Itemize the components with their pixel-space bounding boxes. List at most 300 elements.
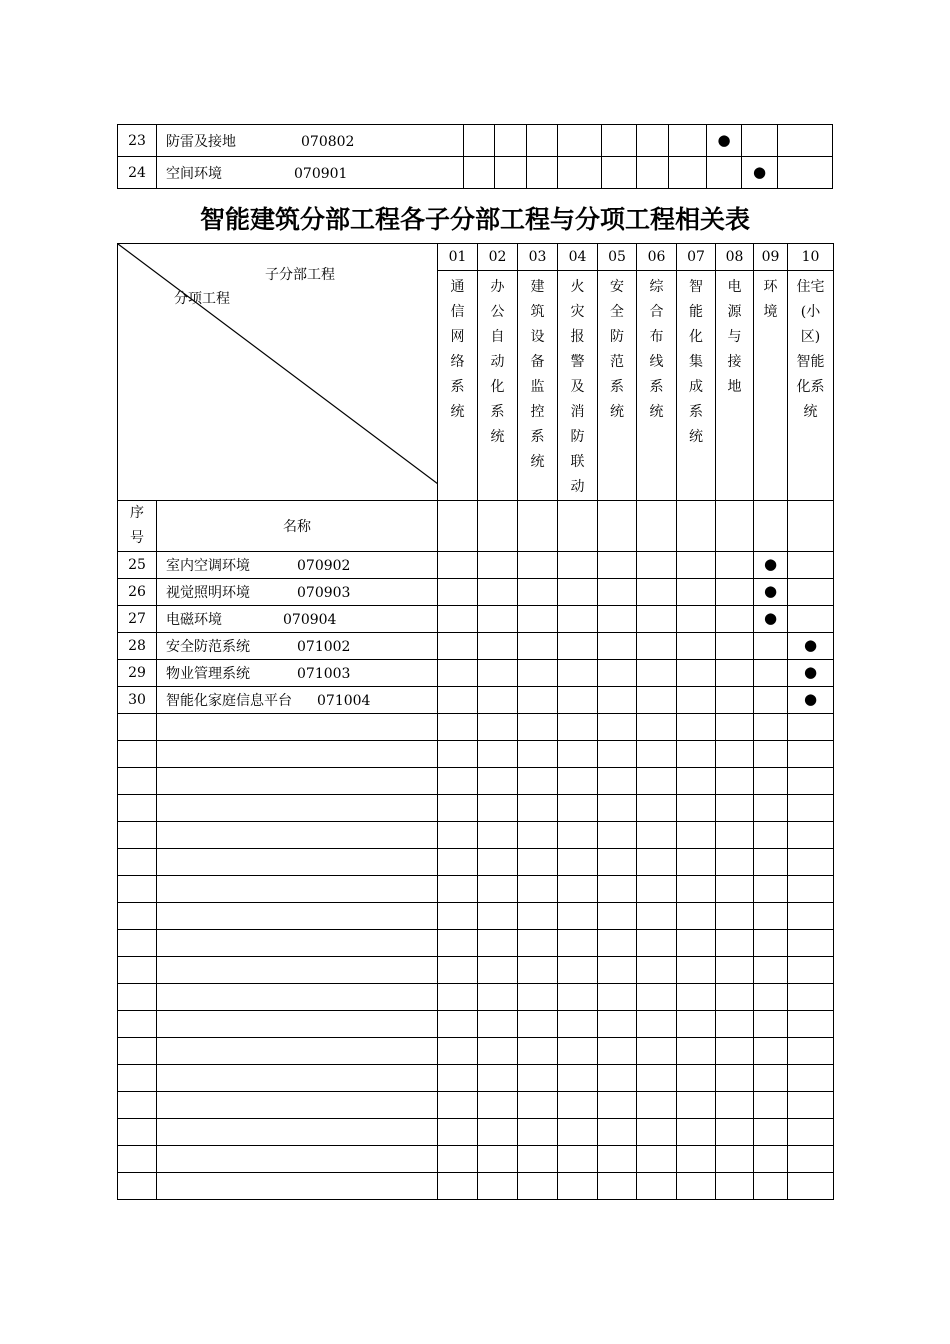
empty-cell bbox=[478, 741, 518, 768]
empty-cell bbox=[598, 876, 637, 903]
column-number: 03 bbox=[518, 244, 558, 271]
column-name-line: 及 bbox=[570, 379, 585, 395]
column-name-line: 办 bbox=[490, 279, 505, 295]
empty-cell bbox=[558, 714, 598, 741]
row-name-cell bbox=[157, 125, 464, 157]
column-number: 02 bbox=[478, 244, 518, 271]
mark-cell bbox=[788, 552, 834, 579]
empty-cell bbox=[716, 501, 754, 552]
empty-cell bbox=[754, 741, 788, 768]
mark-cell bbox=[495, 125, 527, 157]
empty-cell bbox=[754, 1146, 788, 1173]
row-number: 28 bbox=[118, 633, 157, 660]
empty-cell bbox=[754, 1092, 788, 1119]
column-name-line: 区) bbox=[800, 329, 821, 345]
empty-cell bbox=[118, 768, 157, 795]
empty-cell bbox=[518, 1065, 558, 1092]
column-name-line: 智 bbox=[689, 279, 703, 295]
empty-cell bbox=[677, 1011, 716, 1038]
empty-cell bbox=[438, 714, 478, 741]
empty-cell bbox=[518, 501, 558, 552]
empty-cell bbox=[677, 1173, 716, 1200]
empty-cell bbox=[598, 741, 637, 768]
mark-cell bbox=[478, 552, 518, 579]
filled-dot-icon: ● bbox=[803, 690, 818, 708]
empty-cell bbox=[438, 795, 478, 822]
empty-cell bbox=[598, 768, 637, 795]
sub-division-label: 子分部工程 bbox=[265, 267, 335, 283]
empty-row bbox=[118, 1092, 834, 1119]
empty-cell bbox=[558, 1011, 598, 1038]
empty-cell bbox=[478, 1119, 518, 1146]
empty-cell bbox=[716, 1092, 754, 1119]
mark-cell bbox=[518, 660, 558, 687]
empty-cell bbox=[754, 714, 788, 741]
empty-cell bbox=[478, 714, 518, 741]
mark-cell bbox=[598, 552, 637, 579]
mark-cell bbox=[598, 606, 637, 633]
mark-cell bbox=[637, 633, 677, 660]
column-name-line: (小 bbox=[800, 304, 821, 320]
empty-cell bbox=[438, 1119, 478, 1146]
empty-cell bbox=[118, 876, 157, 903]
empty-cell bbox=[558, 876, 598, 903]
empty-cell bbox=[788, 1011, 834, 1038]
empty-cell bbox=[518, 1092, 558, 1119]
empty-cell bbox=[518, 822, 558, 849]
column-number: 09 bbox=[754, 244, 788, 271]
empty-cell bbox=[788, 849, 834, 876]
column-name-line: 报 bbox=[570, 329, 585, 345]
mark-cell bbox=[707, 125, 742, 157]
empty-cell bbox=[478, 768, 518, 795]
row-name-cell bbox=[157, 579, 438, 606]
empty-cell bbox=[754, 930, 788, 957]
mark-cell bbox=[478, 606, 518, 633]
empty-cell bbox=[637, 1038, 677, 1065]
mark-cell bbox=[558, 606, 598, 633]
column-name-line: 统 bbox=[530, 454, 545, 470]
empty-cell bbox=[754, 768, 788, 795]
empty-cell bbox=[478, 1011, 518, 1038]
table-row bbox=[118, 157, 833, 189]
row-name-cell bbox=[157, 552, 438, 579]
column-name-line: 电 bbox=[727, 279, 742, 295]
empty-cell bbox=[716, 903, 754, 930]
empty-cell bbox=[478, 849, 518, 876]
sub-item-label: 分项工程 bbox=[174, 291, 230, 307]
mark-cell bbox=[558, 125, 602, 157]
empty-cell bbox=[157, 849, 438, 876]
item-name: 智能化家庭信息平台 bbox=[166, 693, 292, 709]
empty-cell bbox=[637, 903, 677, 930]
column-name-line: 集 bbox=[689, 354, 703, 370]
column-name-line: 接 bbox=[727, 354, 742, 370]
empty-cell bbox=[157, 1065, 438, 1092]
correlation-table bbox=[117, 243, 834, 1200]
column-name bbox=[438, 271, 478, 501]
empty-cell bbox=[157, 822, 438, 849]
mark-cell bbox=[518, 579, 558, 606]
column-name-line: 能 bbox=[689, 304, 703, 320]
mark-cell bbox=[438, 660, 478, 687]
empty-cell bbox=[677, 1065, 716, 1092]
mark-cell bbox=[754, 579, 788, 606]
mark-cell bbox=[754, 606, 788, 633]
mark-cell bbox=[637, 606, 677, 633]
empty-cell bbox=[478, 876, 518, 903]
empty-cell bbox=[518, 1146, 558, 1173]
empty-cell bbox=[716, 957, 754, 984]
mark-cell bbox=[669, 125, 707, 157]
row-number: 29 bbox=[118, 660, 157, 687]
mark-cell bbox=[677, 552, 716, 579]
empty-cell bbox=[558, 849, 598, 876]
empty-cell bbox=[788, 741, 834, 768]
empty-cell bbox=[677, 822, 716, 849]
column-number: 06 bbox=[637, 244, 677, 271]
mark-cell bbox=[677, 606, 716, 633]
empty-cell bbox=[677, 1092, 716, 1119]
column-name-line: 化 bbox=[689, 329, 703, 345]
row-number: 25 bbox=[118, 552, 157, 579]
empty-row bbox=[118, 1038, 834, 1065]
mark-cell bbox=[518, 552, 558, 579]
column-name-line: 防 bbox=[570, 429, 585, 445]
column-name-line: 统 bbox=[649, 404, 664, 420]
column-name-line: 系 bbox=[530, 429, 545, 445]
mark-cell bbox=[716, 552, 754, 579]
column-name bbox=[716, 271, 754, 501]
item-name: 室内空调环境 bbox=[166, 558, 250, 574]
empty-row bbox=[118, 1173, 834, 1200]
empty-cell bbox=[788, 768, 834, 795]
empty-cell bbox=[118, 1119, 157, 1146]
row-name-cell bbox=[157, 687, 438, 714]
empty-cell bbox=[157, 1038, 438, 1065]
empty-cell bbox=[788, 714, 834, 741]
mark-cell bbox=[478, 633, 518, 660]
empty-cell bbox=[518, 957, 558, 984]
empty-cell bbox=[118, 1038, 157, 1065]
table-row bbox=[118, 579, 834, 606]
row-number: 27 bbox=[118, 606, 157, 633]
empty-cell bbox=[677, 1119, 716, 1146]
mark-cell bbox=[677, 579, 716, 606]
row-name-cell bbox=[157, 157, 464, 189]
empty-cell bbox=[478, 984, 518, 1011]
empty-cell bbox=[788, 822, 834, 849]
seq-label-1: 序 bbox=[130, 505, 144, 521]
column-name-line: 成 bbox=[689, 379, 703, 395]
column-name-line: 火 bbox=[570, 279, 585, 295]
mark-cell bbox=[754, 687, 788, 714]
empty-cell bbox=[677, 714, 716, 741]
mark-cell bbox=[716, 660, 754, 687]
empty-cell bbox=[716, 822, 754, 849]
column-name-line: 智能 bbox=[796, 354, 825, 370]
empty-cell bbox=[518, 714, 558, 741]
column-name-line: 自 bbox=[490, 329, 505, 345]
empty-cell bbox=[637, 1173, 677, 1200]
column-name-line: 络 bbox=[450, 354, 465, 370]
empty-cell bbox=[754, 822, 788, 849]
empty-cell bbox=[677, 795, 716, 822]
column-name bbox=[754, 271, 788, 501]
empty-cell bbox=[478, 1038, 518, 1065]
empty-cell bbox=[716, 1173, 754, 1200]
empty-cell bbox=[118, 795, 157, 822]
empty-cell bbox=[558, 795, 598, 822]
mark-cell bbox=[518, 606, 558, 633]
empty-row bbox=[118, 714, 834, 741]
mark-cell bbox=[754, 660, 788, 687]
empty-cell bbox=[478, 1065, 518, 1092]
column-name-line: 消 bbox=[570, 404, 585, 420]
item-name: 视觉照明环境 bbox=[166, 585, 250, 601]
empty-cell bbox=[637, 1146, 677, 1173]
empty-cell bbox=[598, 714, 637, 741]
empty-cell bbox=[558, 903, 598, 930]
table-row bbox=[118, 552, 834, 579]
empty-cell bbox=[157, 876, 438, 903]
empty-cell bbox=[157, 1146, 438, 1173]
empty-cell bbox=[518, 795, 558, 822]
empty-cell bbox=[788, 876, 834, 903]
empty-cell bbox=[518, 930, 558, 957]
mark-cell bbox=[602, 125, 637, 157]
empty-row bbox=[118, 768, 834, 795]
empty-cell bbox=[157, 768, 438, 795]
column-name-line: 设 bbox=[530, 329, 545, 345]
column-name-line: 合 bbox=[649, 304, 664, 320]
empty-row bbox=[118, 849, 834, 876]
mark-cell bbox=[558, 660, 598, 687]
empty-cell bbox=[438, 1011, 478, 1038]
empty-cell bbox=[598, 1065, 637, 1092]
empty-cell bbox=[478, 795, 518, 822]
mark-cell bbox=[478, 579, 518, 606]
column-name-line: 建 bbox=[530, 279, 545, 295]
column-name-line: 联 bbox=[570, 454, 585, 470]
empty-cell bbox=[558, 741, 598, 768]
column-name-line: 统 bbox=[490, 429, 505, 445]
column-name-line: 线 bbox=[649, 354, 664, 370]
mark-cell bbox=[558, 579, 598, 606]
empty-cell bbox=[788, 501, 834, 552]
column-name-line: 统 bbox=[803, 404, 818, 420]
empty-cell bbox=[788, 1119, 834, 1146]
empty-cell bbox=[637, 822, 677, 849]
empty-cell bbox=[518, 849, 558, 876]
empty-cell bbox=[754, 795, 788, 822]
table-row bbox=[118, 633, 834, 660]
empty-cell bbox=[478, 1173, 518, 1200]
mark-cell bbox=[464, 157, 495, 189]
column-name-line: 统 bbox=[610, 404, 624, 420]
mark-cell bbox=[478, 687, 518, 714]
empty-cell bbox=[788, 903, 834, 930]
mark-cell bbox=[637, 687, 677, 714]
mark-cell bbox=[677, 633, 716, 660]
column-name-line: 与 bbox=[727, 329, 742, 345]
empty-cell bbox=[716, 1146, 754, 1173]
mark-cell bbox=[788, 633, 834, 660]
item-code: 071002 bbox=[297, 639, 351, 655]
mark-cell bbox=[495, 157, 527, 189]
column-name-line: 环 bbox=[763, 279, 778, 295]
column-name bbox=[518, 271, 558, 501]
column-name-line: 布 bbox=[649, 329, 664, 345]
item-name: 安全防范系统 bbox=[166, 639, 250, 655]
empty-cell bbox=[518, 1119, 558, 1146]
empty-row bbox=[118, 1146, 834, 1173]
empty-row bbox=[118, 930, 834, 957]
mark-cell bbox=[558, 633, 598, 660]
column-name-line: 系 bbox=[649, 379, 664, 395]
mark-cell bbox=[527, 125, 558, 157]
empty-cell bbox=[518, 1038, 558, 1065]
empty-cell bbox=[438, 501, 478, 552]
empty-cell bbox=[754, 957, 788, 984]
item-code: 070903 bbox=[297, 585, 351, 601]
empty-cell bbox=[438, 984, 478, 1011]
column-name-line: 安 bbox=[610, 279, 624, 295]
empty-cell bbox=[598, 1119, 637, 1146]
mark-cell bbox=[637, 660, 677, 687]
empty-cell bbox=[478, 501, 518, 552]
mark-cell bbox=[438, 552, 478, 579]
empty-cell bbox=[118, 930, 157, 957]
mark-cell bbox=[438, 579, 478, 606]
seq-header-cell bbox=[118, 501, 157, 552]
mark-cell bbox=[788, 579, 834, 606]
empty-cell bbox=[716, 741, 754, 768]
empty-cell bbox=[637, 1065, 677, 1092]
empty-cell bbox=[518, 876, 558, 903]
mark-cell bbox=[598, 660, 637, 687]
empty-cell bbox=[637, 930, 677, 957]
empty-cell bbox=[438, 930, 478, 957]
empty-cell bbox=[157, 795, 438, 822]
mark-cell bbox=[788, 687, 834, 714]
empty-cell bbox=[558, 1146, 598, 1173]
filled-dot-icon: ● bbox=[803, 636, 818, 654]
empty-cell bbox=[558, 957, 598, 984]
empty-cell bbox=[478, 1092, 518, 1119]
mark-cell bbox=[742, 157, 778, 189]
empty-cell bbox=[598, 984, 637, 1011]
filled-dot-icon: ● bbox=[803, 663, 818, 681]
column-number-row bbox=[118, 244, 834, 271]
empty-cell bbox=[716, 876, 754, 903]
empty-cell bbox=[118, 714, 157, 741]
empty-cell bbox=[637, 1011, 677, 1038]
column-name-line: 灾 bbox=[570, 304, 585, 320]
empty-cell bbox=[478, 822, 518, 849]
empty-row bbox=[118, 741, 834, 768]
empty-cell bbox=[478, 903, 518, 930]
mark-cell bbox=[527, 157, 558, 189]
column-name-line: 系 bbox=[490, 404, 505, 420]
column-name-line: 地 bbox=[727, 379, 742, 395]
empty-cell bbox=[788, 1038, 834, 1065]
row-number: 24 bbox=[118, 157, 157, 189]
empty-row bbox=[118, 903, 834, 930]
empty-cell bbox=[518, 984, 558, 1011]
empty-cell bbox=[637, 768, 677, 795]
empty-cell bbox=[677, 903, 716, 930]
empty-cell bbox=[788, 1173, 834, 1200]
mark-cell bbox=[637, 125, 669, 157]
empty-cell bbox=[637, 876, 677, 903]
empty-cell bbox=[118, 1065, 157, 1092]
empty-cell bbox=[716, 795, 754, 822]
mark-cell bbox=[677, 660, 716, 687]
table-row bbox=[118, 687, 834, 714]
empty-cell bbox=[754, 903, 788, 930]
mark-cell bbox=[637, 579, 677, 606]
mark-cell bbox=[438, 633, 478, 660]
empty-cell bbox=[677, 1038, 716, 1065]
empty-cell bbox=[558, 1119, 598, 1146]
empty-cell bbox=[677, 957, 716, 984]
mark-cell bbox=[478, 660, 518, 687]
empty-cell bbox=[598, 1038, 637, 1065]
item-code: 070904 bbox=[283, 612, 337, 628]
column-name-line: 公 bbox=[490, 304, 505, 320]
diagonal-header-cell bbox=[118, 244, 438, 501]
filled-dot-icon: ● bbox=[717, 130, 731, 149]
empty-row bbox=[118, 1065, 834, 1092]
column-name-line: 警 bbox=[570, 354, 585, 370]
empty-cell bbox=[637, 501, 677, 552]
empty-cell bbox=[716, 1038, 754, 1065]
column-name-line: 源 bbox=[727, 304, 742, 320]
column-name bbox=[478, 271, 518, 501]
empty-cell bbox=[754, 984, 788, 1011]
column-name-line: 统 bbox=[450, 404, 465, 420]
column-name-line: 动 bbox=[570, 479, 585, 495]
empty-cell bbox=[118, 903, 157, 930]
empty-cell bbox=[478, 930, 518, 957]
mark-cell bbox=[558, 687, 598, 714]
row-name-cell bbox=[157, 633, 438, 660]
column-name-line: 信 bbox=[450, 304, 465, 320]
column-name-line: 化系 bbox=[796, 379, 825, 395]
empty-cell bbox=[598, 957, 637, 984]
item-name: 防雷及接地 bbox=[166, 133, 236, 150]
column-name-line: 境 bbox=[763, 304, 778, 320]
empty-cell bbox=[438, 903, 478, 930]
item-code: 071004 bbox=[317, 693, 371, 709]
empty-cell bbox=[438, 1038, 478, 1065]
empty-cell bbox=[558, 501, 598, 552]
empty-cell bbox=[157, 714, 438, 741]
empty-cell bbox=[788, 957, 834, 984]
column-name bbox=[677, 271, 716, 501]
empty-cell bbox=[677, 876, 716, 903]
filled-dot-icon: ● bbox=[763, 609, 778, 627]
empty-cell bbox=[157, 930, 438, 957]
empty-cell bbox=[598, 1092, 637, 1119]
column-name-line: 系 bbox=[610, 379, 624, 395]
empty-cell bbox=[716, 849, 754, 876]
column-name bbox=[558, 271, 598, 501]
column-name-line: 化 bbox=[490, 379, 505, 395]
empty-cell bbox=[558, 1092, 598, 1119]
empty-cell bbox=[518, 768, 558, 795]
